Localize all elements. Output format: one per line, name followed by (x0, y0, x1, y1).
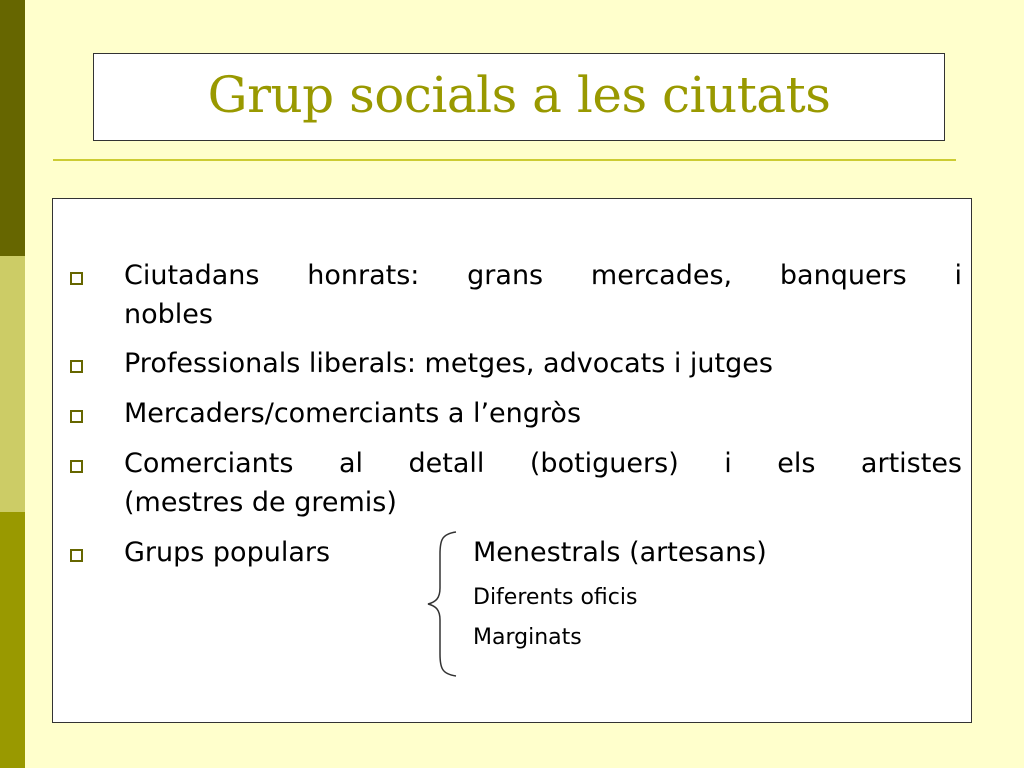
bullet-line: (mestres de gremis) (124, 487, 397, 518)
popular-group-item: Marginats (473, 625, 582, 650)
bullet-text (124, 444, 962, 522)
popular-group-item: Diferents oficis (473, 585, 638, 610)
bullet-line: nobles (124, 299, 213, 330)
popular-group-main: Menestrals (artesans) (473, 537, 767, 568)
bullet-line: Mercaders/comerciants a l’engròs (124, 398, 582, 429)
title-underline (53, 159, 956, 161)
bullet-text (124, 256, 962, 334)
left-decor-strip-top (0, 0, 25, 256)
bullet-line: Comerciants al detall (botiguers) i els artistes (124, 448, 962, 479)
bullet-line: Grups populars (124, 537, 331, 568)
bullet-text (124, 344, 962, 383)
slide-title: Grup socials a les ciutats (207, 66, 831, 124)
title-box (93, 53, 945, 141)
square-bullet-icon (70, 360, 83, 373)
square-bullet-icon (70, 272, 83, 285)
bullet-line: Ciutadans honrats: grans mercades, banquers i (124, 260, 962, 291)
square-bullet-icon (70, 549, 83, 562)
square-bullet-icon (70, 410, 83, 423)
bullet-line: Professionals liberals: metges, advocats i jutges (124, 348, 773, 379)
bullet-text (124, 394, 962, 433)
left-decor-strip-middle (0, 256, 25, 512)
square-bullet-icon (70, 460, 83, 473)
left-decor-strip-bottom (0, 512, 25, 768)
curly-brace-icon (424, 530, 460, 678)
